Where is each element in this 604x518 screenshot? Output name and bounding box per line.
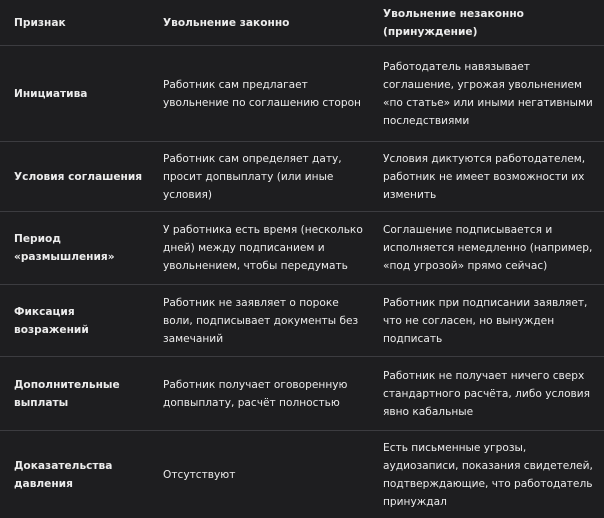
row-legal: Работник сам определяет дату, просит допвыплату (или иные условия)	[163, 152, 342, 201]
table-row	[0, 142, 604, 212]
row-legal: У работника есть время (несколько дней) между подписанием и увольнением, чтобы передумать	[163, 224, 363, 272]
row-illegal: Условия диктуются работодателем, работник не имеет возможности их изменить	[383, 152, 586, 201]
row-illegal: Соглашение подписывается и исполняется немедленно (например, «под угрозой» прямо сейчас)	[383, 224, 593, 272]
header-feature: Признак	[14, 16, 66, 29]
table-header-row	[0, 0, 604, 46]
table-row	[0, 357, 604, 431]
header-illegal: Увольнение незаконно (принуждение)	[383, 7, 524, 38]
row-legal: Работник не заявляет о пороке воли, подписывает документы без замечаний	[163, 296, 359, 345]
row-feature: Условия соглашения	[14, 170, 143, 183]
row-feature: Дополнительные выплаты	[14, 378, 120, 409]
row-legal: Отсутствуют	[163, 468, 236, 481]
table-row	[0, 285, 604, 357]
row-legal: Работник сам предлагает увольнение по соглашению сторон	[163, 78, 361, 109]
row-illegal: Работник при подписании заявляет, что не согласен, но вынужден подписать	[383, 296, 588, 345]
table-row	[0, 212, 604, 285]
table-row	[0, 46, 604, 142]
row-illegal: Работник не получает ничего сверх стандартного расчёта, либо условия явно кабальные	[383, 369, 591, 418]
row-feature: Период «размышления»	[14, 233, 115, 263]
row-feature: Фиксация возражений	[14, 305, 89, 336]
table-row	[0, 431, 604, 518]
row-legal: Работник получает оговоренную допвыплату, расчёт полностью	[163, 378, 348, 409]
row-illegal: Есть письменные угрозы, аудиозаписи, показания свидетелей, подтверждающие, что работодатель принуждал	[383, 441, 593, 508]
row-feature: Инициатива	[14, 87, 88, 100]
header-legal: Увольнение законно	[163, 16, 290, 29]
row-illegal: Работодатель навязывает соглашение, угрожая увольнением «по статье» или иными негативными последствиями	[383, 60, 593, 127]
row-feature: Доказательства давления	[14, 459, 113, 490]
